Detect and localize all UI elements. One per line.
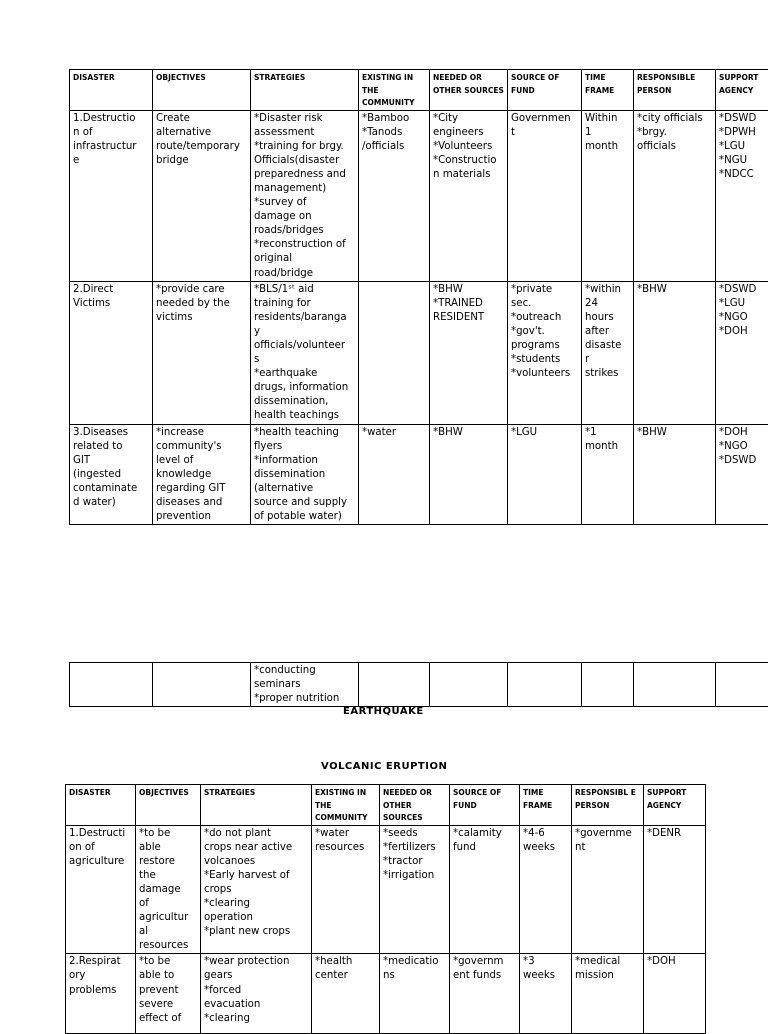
header-objectives: OBJECTIVES [136,785,201,826]
cell-responsible-person: *BHW [634,281,716,424]
cell-objectives: *to be able restore the damage of agricultur al resources [136,825,201,954]
cell-support-agency: *DSWD *DPWH *LGU *NGU *NDCC [716,110,768,281]
cell-time-frame: *1 month [582,424,634,525]
table-earthquake-plan [69,69,768,525]
cell-source-of-fund: *calamity fund [450,825,520,954]
cell-objectives: Create alternative route/temporary bridge [153,110,251,281]
heading-volcanic-eruption: VOLCANIC ERUPTION [321,761,447,772]
cell-existing: *Bamboo *Tanods /officials [359,110,430,281]
cell-needed: *BHW [430,424,508,525]
cell-responsible-person: *medical mission [572,954,644,1034]
table-header-row [70,70,768,111]
cell-responsible-person: *governme nt [572,825,644,954]
cell-disaster [70,663,153,707]
cell-responsible-person: *BHW [634,424,716,525]
header-strategies: STRATEGIES [201,785,312,826]
cell-objectives: *increase community's level of knowledge regarding GIT diseases and prevention [153,424,251,525]
header-objectives: OBJECTIVES [153,70,251,111]
header-existing: EXISTING IN THE COMMUNITY [359,70,430,111]
cell-disaster: 1.Destructio n of infrastructur e [70,110,153,281]
cell-responsible-person [634,663,716,707]
table-row [70,663,768,707]
header-responsible-person: RESPONSIBLE PERSON [634,70,716,111]
cell-needed: *City engineers *Volunteers *Constructio n materials [430,110,508,281]
cell-objectives: *provide care needed by the victims [153,281,251,424]
header-strategies: STRATEGIES [251,70,359,111]
cell-source-of-fund [508,663,582,707]
cell-source-of-fund: Governmen t [508,110,582,281]
table-volcanic-eruption-plan [65,784,706,1034]
cell-support-agency: *DOH [644,954,706,1034]
header-source-of-fund: SOURCE OF FUND [450,785,520,826]
cell-source-of-fund: *LGU [508,424,582,525]
cell-time-frame: *within 24 hours after disaste r strikes [582,281,634,424]
header-time-frame: TIME FRAME [520,785,572,826]
cell-support-agency: *DOH *NGO *DSWD [716,424,768,525]
table-row [70,424,768,525]
cell-objectives: *to be able to prevent severe effect of [136,954,201,1034]
cell-existing [359,663,430,707]
cell-strategies: *BLS/1ˢᵗ aid training for residents/baranga y officials/volunteer s *earthquake drugs, information dissemination, health teachings [251,281,359,424]
header-time-frame: TIME FRAME [582,70,634,111]
cell-existing [359,281,430,424]
cell-time-frame: *3 weeks [520,954,572,1034]
cell-disaster: 1.Destructi on of agriculture [66,825,136,954]
cell-time-frame: Within 1 month [582,110,634,281]
cell-time-frame: *4-6 weeks [520,825,572,954]
cell-existing: *water resources [312,825,380,954]
header-disaster: DISASTER [70,70,153,111]
cell-existing: *water [359,424,430,525]
table-header-row [66,785,706,826]
header-support-agency: SUPPORT AGENCY [644,785,706,826]
header-support-agency: SUPPORT AGENCY [716,70,768,111]
cell-objectives [153,663,251,707]
cell-source-of-fund: *governm ent funds [450,954,520,1034]
table-row [66,954,706,1034]
cell-strategies: *Disaster risk assessment *training for brgy. Officials(disaster preparedness and management) *survey of damage on roads/bridges *reconstruction of original road/bridge [251,110,359,281]
cell-disaster: 2.Direct Victims [70,281,153,424]
cell-needed [430,663,508,707]
header-source-of-fund: SOURCE OF FUND [508,70,582,111]
cell-strategies: *do not plant crops near active volcanoes *Early harvest of crops *clearing operation *plant new crops [201,825,312,954]
table-row [70,281,768,424]
table-row [70,110,768,281]
header-needed: NEEDED OR OTHER SOURCES [430,70,508,111]
header-responsible-person: RESPONSIBL E PERSON [572,785,644,826]
cell-source-of-fund: *private sec. *outreach *gov't. programs *students *volunteers [508,281,582,424]
table-earthquake-continued [69,662,768,707]
cell-support-agency: *DSWD *LGU *NGO *DOH [716,281,768,424]
cell-support-agency [716,663,768,707]
cell-support-agency: *DENR [644,825,706,954]
cell-needed: *BHW *TRAINED RESIDENT [430,281,508,424]
cell-strategies: *conducting seminars *proper nutrition [251,663,359,707]
cell-disaster: 2.Respirat ory problems [66,954,136,1034]
cell-strategies: *wear protection gears *forced evacuation *clearing [201,954,312,1034]
header-disaster: DISASTER [66,785,136,826]
cell-strategies: *health teaching flyers *information dissemination (alternative source and supply of potable water) [251,424,359,525]
header-existing: EXISTING IN THE COMMUNITY [312,785,380,826]
header-needed: NEEDED OR OTHER SOURCES [380,785,450,826]
cell-needed: *seeds *fertilizers *tractor *irrigation [380,825,450,954]
cell-disaster: 3.Diseases related to GIT (ingested contaminate d water) [70,424,153,525]
table-row [66,825,706,954]
cell-existing: *health center [312,954,380,1034]
heading-earthquake: EARTHQUAKE [343,706,424,717]
cell-needed: *medicatio ns [380,954,450,1034]
cell-time-frame [582,663,634,707]
cell-responsible-person: *city officials *brgy. officials [634,110,716,281]
